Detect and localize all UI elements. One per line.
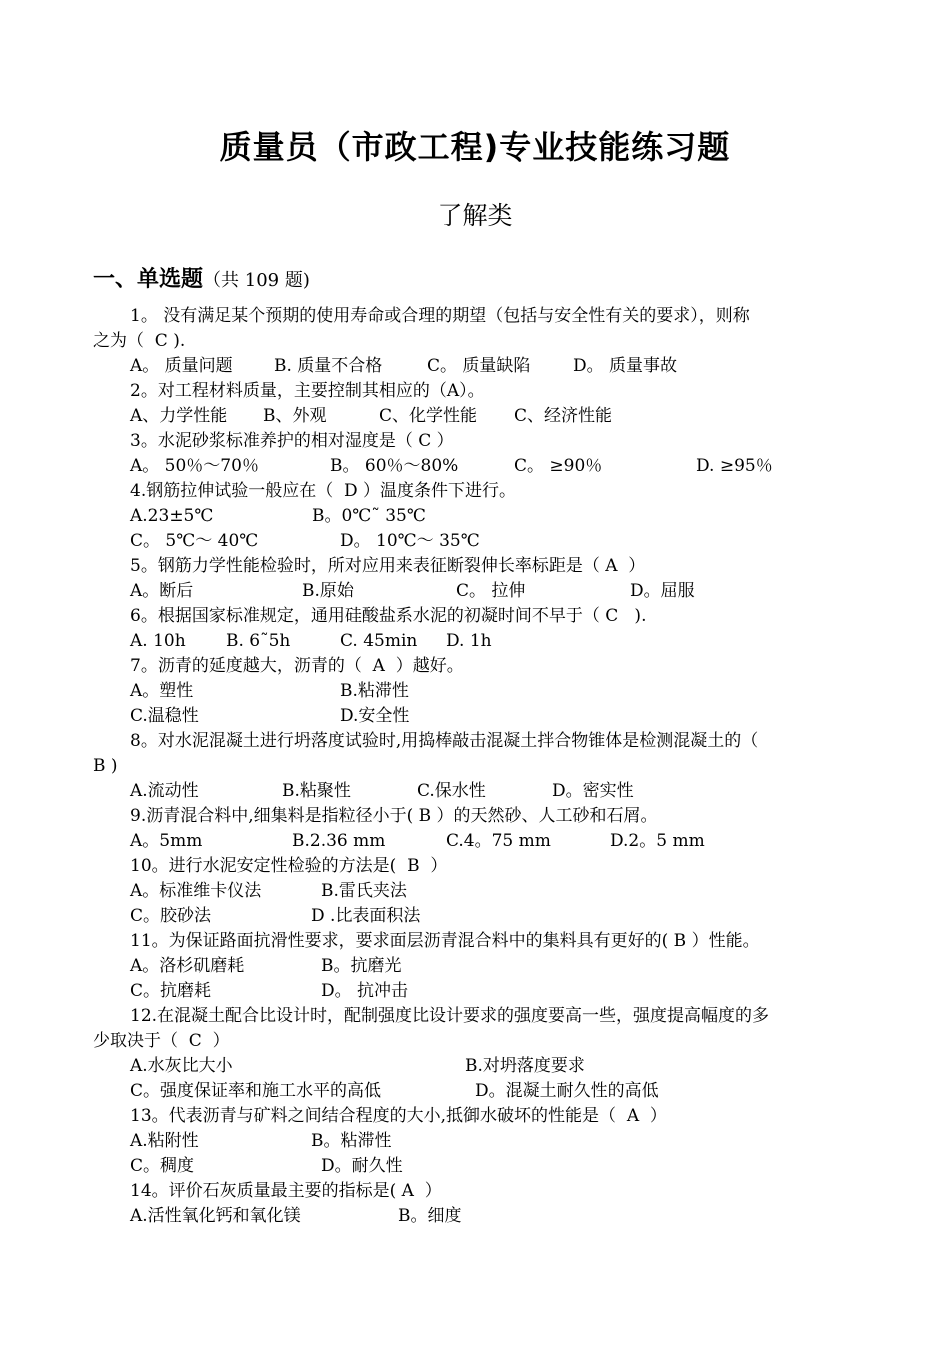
option-c: C。抗磨耗 <box>130 981 212 1001</box>
option-d: D. ≥95％ <box>696 456 773 476</box>
option-a: A.活性氧化钙和氧化镁 <box>130 1206 301 1226</box>
question-10: 10。进行水泥安定性检验的方法是( B ） <box>130 856 448 876</box>
option-a: A。5mm <box>130 831 203 851</box>
option-c: C。 拉伸 <box>456 581 526 601</box>
question-2: 2。对工程材料质量，主要控制其相应的（A）。 <box>130 381 485 401</box>
option-a: A.23±5℃ <box>130 506 214 526</box>
options-9 <box>130 829 705 854</box>
question-13: 13。代表沥青与矿料之间结合程度的大小,抵御水破坏的性能是（ A ） <box>130 1106 667 1126</box>
option-a: A。标准维卡仪法 <box>130 881 262 901</box>
option-b: B。细度 <box>398 1206 462 1226</box>
option-a: A。 50％～70％ <box>130 456 259 476</box>
option-c: C. 45min <box>340 631 418 651</box>
option-c: C。 ≥90％ <box>514 456 603 476</box>
option-d: D。屈服 <box>630 581 695 601</box>
option-b: B、外观 <box>263 406 327 426</box>
option-a: A。断后 <box>130 581 194 601</box>
option-c: C、化学性能 <box>379 406 478 426</box>
options-7a <box>130 679 409 704</box>
section-title: 一、单选题 <box>93 267 204 292</box>
options-13a <box>130 1129 392 1154</box>
question-11: 11。为保证路面抗滑性要求，要求面层沥青混合料中的集料具有更好的( B ）性能。 <box>130 931 760 951</box>
option-d: D。 10℃～ 35℃ <box>340 531 480 551</box>
option-c: C。胶砂法 <box>130 906 212 926</box>
options-3 <box>130 454 773 479</box>
option-b: B. 质量不合格 <box>274 356 383 376</box>
option-a: A.水灰比大小 <box>130 1056 233 1076</box>
option-a: A。 质量问题 <box>130 356 233 376</box>
question-3: 3。水泥砂浆标准养护的相对湿度是（ C ） <box>130 431 454 451</box>
option-b: B.粘聚性 <box>282 781 351 801</box>
option-a: A。塑性 <box>130 681 194 701</box>
option-a: A.流动性 <box>130 781 199 801</box>
question-1-cont: 之为（ C ). <box>93 331 186 351</box>
options-12a <box>130 1054 585 1079</box>
option-b: B。抗磨光 <box>321 956 402 976</box>
option-a: A.粘附性 <box>130 1131 199 1151</box>
option-c: C。 5℃～ 40℃ <box>130 531 259 551</box>
option-a: A、力学性能 <box>130 406 228 426</box>
option-a: A. 10h <box>130 631 186 651</box>
option-d: D。 抗冲击 <box>321 981 409 1001</box>
option-d: D。混凝土耐久性的高低 <box>475 1081 659 1101</box>
option-a: A。洛杉矶磨耗 <box>130 956 245 976</box>
question-8: 8。对水泥混凝土进行坍落度试验时,用捣棒敲击混凝土拌合物锥体是检测混凝土的（ <box>130 731 759 751</box>
question-14: 14。评价石灰质量最主要的指标是( A ） <box>130 1181 442 1201</box>
document-subtitle: 了解类 <box>437 201 513 230</box>
option-d: D.2。5 mm <box>610 831 705 851</box>
option-b: B.雷氏夹法 <box>321 881 407 901</box>
option-b: B.对坍落度要求 <box>465 1056 585 1076</box>
question-12: 12.在混凝土配合比设计时，配制强度比设计要求的强度要高一些，强度提高幅度的多 <box>130 1006 770 1026</box>
question-1: 1。 没有满足某个预期的使用寿命或合理的期望（包括与安全性有关的要求），则称 <box>130 306 750 326</box>
document-title: 质量员（市政工程)专业技能练习题 <box>219 128 731 166</box>
options-7b <box>130 704 410 729</box>
option-c: C。稠度 <box>130 1156 195 1176</box>
options-5 <box>130 579 695 604</box>
option-d: D. 1h <box>446 631 492 651</box>
options-11a <box>130 954 402 979</box>
section-count: （共 109 题) <box>203 270 310 291</box>
options-4b <box>130 529 480 554</box>
option-b: B。0℃˜ 35℃ <box>312 506 426 526</box>
question-6: 6。根据国家标准规定，通用硅酸盐系水泥的初凝时间不早于（ C ). <box>130 606 647 626</box>
options-10a <box>130 879 407 904</box>
option-d: C、经济性能 <box>514 406 613 426</box>
option-c: C。强度保证率和施工水平的高低 <box>130 1081 382 1101</box>
options-10b <box>130 904 421 929</box>
question-7: 7。沥青的延度越大，沥青的（ A ）越好。 <box>130 656 464 676</box>
section-heading <box>93 262 310 293</box>
option-b: B. 6˜5h <box>226 631 291 651</box>
question-8-cont: B ) <box>93 756 118 776</box>
options-1 <box>130 354 678 379</box>
option-d: D.安全性 <box>340 706 410 726</box>
option-d: D。耐久性 <box>321 1156 403 1176</box>
question-9: 9.沥青混合料中,细集料是指粒径小于( B ）的天然砂、人工砂和石屑。 <box>130 806 658 826</box>
option-b: B.粘滞性 <box>340 681 409 701</box>
options-14 <box>130 1204 462 1229</box>
option-d: D .比表面积法 <box>311 906 421 926</box>
question-4: 4.钢筋拉伸试验一般应在（ D ）温度条件下进行。 <box>130 481 517 501</box>
options-2 <box>130 404 613 429</box>
option-c: C.保水性 <box>417 781 486 801</box>
option-b: B.2.36 mm <box>292 831 386 851</box>
option-b: B.原始 <box>302 581 354 601</box>
options-12b <box>130 1079 659 1104</box>
options-8 <box>130 779 634 804</box>
option-c: C。 质量缺陷 <box>427 356 531 376</box>
options-6 <box>130 629 492 654</box>
option-b: B。 60％～80% <box>330 456 459 476</box>
option-d: D。 质量事故 <box>573 356 678 376</box>
question-5: 5。钢筋力学性能检验时，所对应用来表征断裂伸长率标距是（ A ） <box>130 556 646 576</box>
option-c: C.4。75 mm <box>446 831 551 851</box>
options-4a <box>130 504 426 529</box>
option-b: B。粘滞性 <box>311 1131 392 1151</box>
question-12-cont: 少取决于（ C ） <box>93 1031 230 1051</box>
options-13b <box>130 1154 403 1179</box>
options-11b <box>130 979 409 1004</box>
option-c: C.温稳性 <box>130 706 199 726</box>
option-d: D。密实性 <box>552 781 634 801</box>
